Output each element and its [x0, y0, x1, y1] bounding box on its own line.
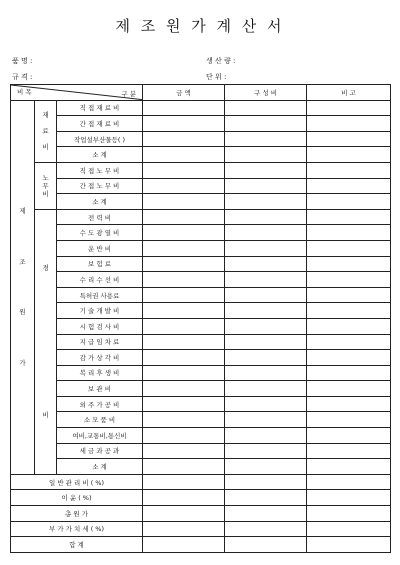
value-cell [225, 162, 307, 178]
cost-table [10, 84, 391, 553]
row-label: 수 리 수 선 비 [57, 272, 143, 288]
row-label: 간 접 재 료 비 [57, 116, 143, 132]
value-cell [307, 147, 391, 163]
value-cell [143, 287, 225, 303]
value-cell [143, 272, 225, 288]
row-label: 여비,교통비,통신비 [57, 428, 143, 444]
value-cell [143, 178, 225, 194]
value-cell [307, 459, 391, 475]
value-cell [143, 428, 225, 444]
row-label: 소 계 [57, 459, 143, 475]
value-cell [307, 100, 391, 116]
value-cell [225, 225, 307, 241]
value-cell [307, 272, 391, 288]
row-label: 지 급 임 차 료 [57, 334, 143, 350]
note-column-header: 비 고 [307, 85, 391, 101]
ratio-column-header: 구 성 비 [225, 85, 307, 101]
value-cell [225, 443, 307, 459]
row-label: 보 관 비 [57, 381, 143, 397]
value-cell [307, 365, 391, 381]
row-label: 세 금 과 공 과 [57, 443, 143, 459]
value-cell [307, 474, 391, 490]
row-label: 보 험 료 [57, 256, 143, 272]
value-cell [143, 412, 225, 428]
summary-row-label: 총 원 가 [11, 506, 143, 522]
value-cell [225, 240, 307, 256]
row-label: 기 술 개 발 비 [57, 303, 143, 319]
value-cell [225, 303, 307, 319]
value-cell [307, 428, 391, 444]
value-cell [225, 428, 307, 444]
value-cell [143, 350, 225, 366]
row-label: 간 접 노 무 비 [57, 178, 143, 194]
value-cell [143, 443, 225, 459]
row-label: 시 험 검 사 비 [57, 318, 143, 334]
value-cell [143, 490, 225, 506]
value-cell [143, 131, 225, 147]
row-label: 감 가 상 각 비 [57, 350, 143, 366]
value-cell [307, 240, 391, 256]
summary-row-label: 합 계 [11, 537, 143, 553]
category-header-label: 구 분 [121, 90, 137, 98]
value-cell [225, 350, 307, 366]
row-label: 작업설부산물등( ) [57, 131, 143, 147]
value-cell [225, 131, 307, 147]
product-name-label: 품 명 : [12, 57, 33, 65]
value-cell [225, 194, 307, 210]
value-cell [307, 350, 391, 366]
value-cell [307, 318, 391, 334]
value-cell [225, 490, 307, 506]
value-cell [225, 100, 307, 116]
row-label: 특허권 사용료 [57, 287, 143, 303]
row-label: 소 계 [57, 194, 143, 210]
row-label: 복 리 후 생 비 [57, 365, 143, 381]
value-cell [307, 194, 391, 210]
value-cell [143, 537, 225, 553]
value-cell [143, 240, 225, 256]
value-cell [143, 147, 225, 163]
value-cell [143, 506, 225, 522]
summary-row-label: 이 윤 ( %) [11, 490, 143, 506]
value-cell [143, 303, 225, 319]
value-cell [143, 100, 225, 116]
value-cell [307, 256, 391, 272]
value-cell [307, 490, 391, 506]
category-corner-cell [11, 85, 143, 101]
value-cell [143, 521, 225, 537]
row-label: 직 접 노 무 비 [57, 162, 143, 178]
document-title: 제 조 원 가 계 산 서 [115, 17, 285, 35]
value-cell [225, 318, 307, 334]
value-cell [143, 318, 225, 334]
value-cell [225, 381, 307, 397]
value-cell [225, 272, 307, 288]
material-cost-group-label: 재 료 비 [35, 100, 57, 162]
row-label: 직 접 재 료 비 [57, 100, 143, 116]
value-cell [143, 474, 225, 490]
value-cell [143, 256, 225, 272]
value-cell [307, 381, 391, 397]
value-cell [225, 287, 307, 303]
value-cell [225, 147, 307, 163]
value-cell [225, 256, 307, 272]
value-cell [143, 225, 225, 241]
value-cell [143, 334, 225, 350]
value-cell [225, 537, 307, 553]
value-cell [143, 116, 225, 132]
value-cell [225, 506, 307, 522]
value-cell [143, 396, 225, 412]
value-cell [307, 506, 391, 522]
value-cell [225, 412, 307, 428]
row-label: 운 반 비 [57, 240, 143, 256]
value-cell [307, 334, 391, 350]
value-cell [143, 381, 225, 397]
row-label: 소 계 [57, 147, 143, 163]
row-label: 전 력 비 [57, 209, 143, 225]
manufacturing-cost-group-label: 제 조 원 가 [11, 100, 35, 474]
value-cell [225, 334, 307, 350]
value-cell [225, 178, 307, 194]
value-cell [307, 131, 391, 147]
value-cell [225, 521, 307, 537]
summary-row-label: 부 가 가 치 세 ( %) [11, 521, 143, 537]
production-quantity-label: 생 산 량 : [206, 57, 236, 65]
summary-row-label: 일 반 관 리 비 ( %) [11, 474, 143, 490]
value-cell [307, 412, 391, 428]
value-cell [225, 396, 307, 412]
labor-cost-group-label: 노 무 비 [35, 162, 57, 209]
value-cell [225, 459, 307, 475]
value-cell [225, 365, 307, 381]
value-cell [307, 443, 391, 459]
value-cell [143, 162, 225, 178]
value-cell [225, 209, 307, 225]
value-cell [225, 116, 307, 132]
item-header-label: 비 목 [17, 87, 32, 96]
row-label: 수 도 광 열 비 [57, 225, 143, 241]
value-cell [307, 209, 391, 225]
value-cell [307, 162, 391, 178]
row-label: 외 주 가 공 비 [57, 396, 143, 412]
value-cell [225, 474, 307, 490]
row-label: 소 모 품 비 [57, 412, 143, 428]
value-cell [307, 537, 391, 553]
value-cell [307, 303, 391, 319]
value-cell [307, 225, 391, 241]
spec-label: 규 격 : [12, 73, 33, 81]
value-cell [307, 521, 391, 537]
amount-column-header: 금 액 [143, 85, 225, 101]
value-cell [143, 365, 225, 381]
value-cell [307, 287, 391, 303]
value-cell [307, 178, 391, 194]
value-cell [307, 116, 391, 132]
expense-group-label: 경 비 [35, 209, 57, 474]
value-cell [143, 209, 225, 225]
unit-label: 단 위 : [206, 73, 227, 81]
value-cell [307, 396, 391, 412]
value-cell [143, 459, 225, 475]
value-cell [143, 194, 225, 210]
